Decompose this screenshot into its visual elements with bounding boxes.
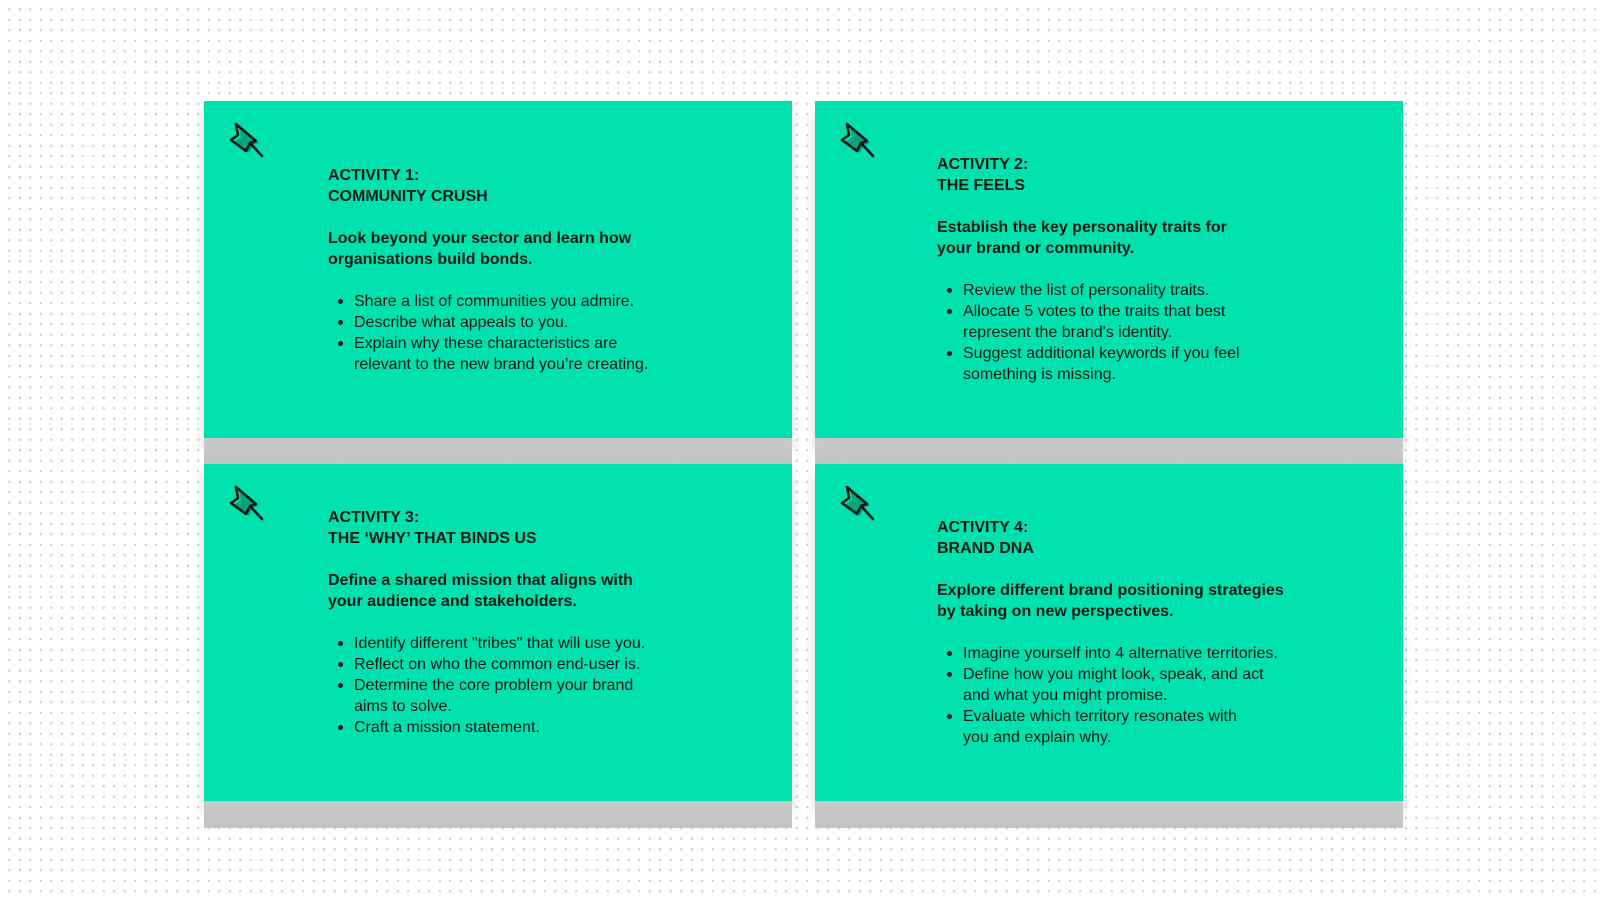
list-item [963, 343, 1297, 385]
activity-intro [937, 217, 1297, 259]
pin-icon [222, 482, 268, 528]
activity-heading [937, 154, 1297, 196]
list-item-text: you and explain why. [963, 729, 1112, 746]
card-shadow [204, 438, 792, 465]
intro-line: your brand or community. [937, 240, 1135, 257]
card-content [328, 165, 688, 375]
list-item-text: Review the list of personality traits. [963, 282, 1210, 299]
card-shadow [815, 438, 1403, 465]
activity-number: ACTIVITY 4: [937, 519, 1029, 536]
list-item [963, 706, 1297, 748]
intro-line: organisations build bonds. [328, 251, 533, 268]
list-item-text: aims to solve. [354, 698, 452, 715]
intro-line: Explore different brand positioning strategies [937, 582, 1284, 599]
list-item-text: Define how you might look, speak, and act [963, 666, 1264, 683]
activity-card-3[interactable] [204, 464, 792, 801]
activity-steps-list [937, 643, 1297, 748]
list-item-text: Determine the core problem your brand [354, 677, 634, 694]
list-item-text: Craft a mission statement. [354, 719, 540, 736]
activity-number: ACTIVITY 1: [328, 167, 420, 184]
list-item-text: Evaluate which territory resonates with [963, 708, 1237, 725]
activity-intro [937, 580, 1297, 622]
list-item [354, 291, 688, 312]
pin-icon [833, 482, 879, 528]
list-item [963, 664, 1297, 706]
list-item [354, 333, 688, 375]
pin-icon [222, 119, 268, 165]
activity-title: THE FEELS [937, 177, 1026, 194]
list-item-text: Identify different "tribes" that will use you. [354, 635, 646, 652]
activity-card-1[interactable] [204, 101, 792, 438]
list-item [354, 633, 688, 654]
activity-heading [937, 517, 1297, 559]
activity-steps-list [937, 280, 1297, 385]
activity-heading [328, 507, 688, 549]
activity-title: THE ‘WHY’ THAT BINDS US [328, 530, 537, 547]
intro-line: your audience and stakeholders. [328, 593, 577, 610]
card-shadow [815, 801, 1403, 828]
list-item-text: Share a list of communities you admire. [354, 293, 635, 310]
list-item-text: Describe what appeals to you. [354, 314, 569, 331]
activity-intro [328, 570, 688, 612]
intro-line: Establish the key personality traits for [937, 219, 1227, 236]
list-item [963, 280, 1297, 301]
activity-steps-list [328, 633, 688, 738]
list-item [963, 643, 1297, 664]
list-item-text: something is missing. [963, 366, 1116, 383]
activity-number: ACTIVITY 2: [937, 156, 1029, 173]
activity-intro [328, 228, 688, 270]
list-item [354, 675, 688, 717]
activity-number: ACTIVITY 3: [328, 509, 420, 526]
card-content [937, 154, 1297, 385]
card-content [328, 507, 688, 738]
intro-line: Define a shared mission that aligns with [328, 572, 633, 589]
activity-card-2[interactable] [815, 101, 1403, 438]
intro-line: by taking on new perspectives. [937, 603, 1174, 620]
list-item-text: Imagine yourself into 4 alternative territories. [963, 645, 1278, 662]
activity-title: BRAND DNA [937, 540, 1034, 557]
list-item [354, 654, 688, 675]
card-shadow [204, 801, 792, 828]
list-item [354, 717, 688, 738]
list-item-text: Explain why these characteristics are [354, 335, 618, 352]
list-item [354, 312, 688, 333]
list-item-text: Allocate 5 votes to the traits that best [963, 303, 1226, 320]
pin-icon [833, 119, 879, 165]
intro-line: Look beyond your sector and learn how [328, 230, 632, 247]
list-item [963, 301, 1297, 343]
list-item-text: and what you might promise. [963, 687, 1168, 704]
activity-title: COMMUNITY CRUSH [328, 188, 488, 205]
list-item-text: represent the brand's identity. [963, 324, 1173, 341]
list-item-text: Reflect on who the common end-user is. [354, 656, 641, 673]
list-item-text: relevant to the new brand you’re creating. [354, 356, 649, 373]
card-content [937, 517, 1297, 748]
list-item-text: Suggest additional keywords if you feel [963, 345, 1240, 362]
activity-steps-list [328, 291, 688, 375]
activity-card-4[interactable] [815, 464, 1403, 801]
activity-heading [328, 165, 688, 207]
